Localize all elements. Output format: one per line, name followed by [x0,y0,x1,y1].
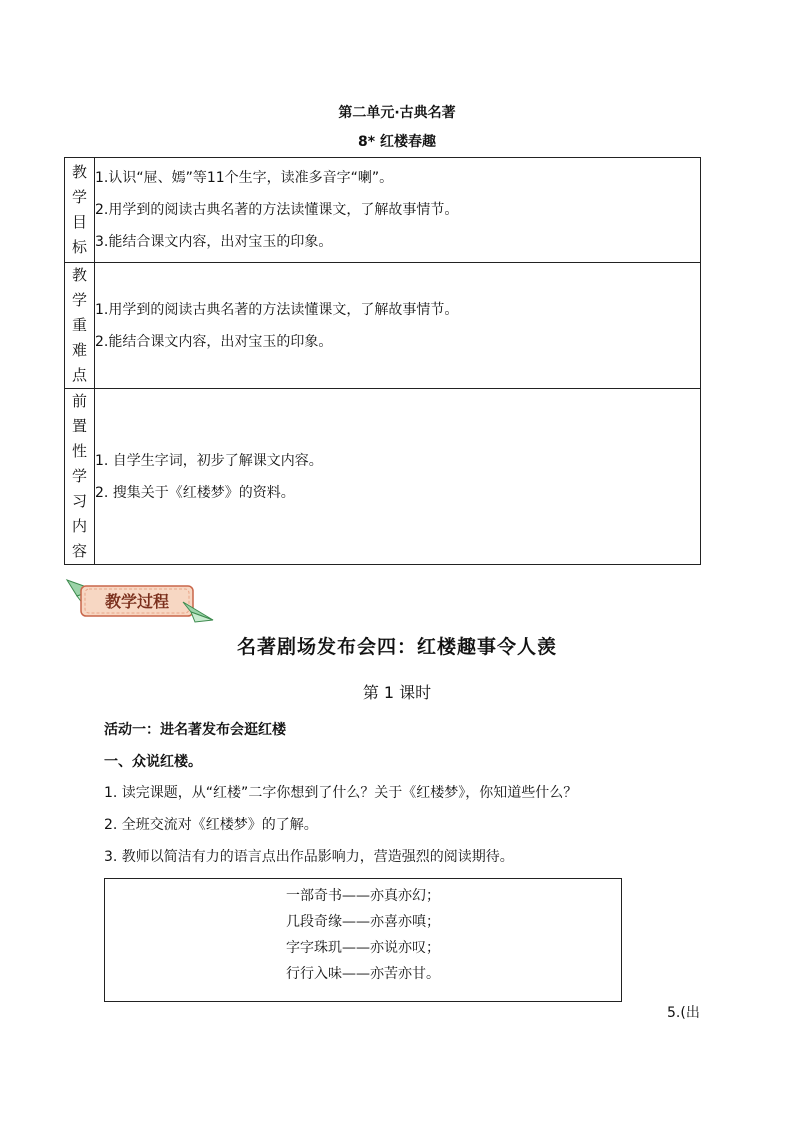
label-char: 教 [71,266,87,284]
paper-plane-icon [65,576,215,624]
label-char: 重 [71,316,87,334]
label-char: 学 [71,188,87,206]
step-item: 2. 全班交流对《红楼梦》的了解。 [104,817,318,833]
row-content-preparation [95,389,701,565]
list-item: 3.能结合课文内容，出对宝玉的印象。 [95,234,333,250]
list-item: 1. 自学生字词，初步了解课文内容。 [95,452,323,469]
table-row-key-points [65,263,701,389]
label-char: 学 [71,291,87,309]
step-item: 1. 读完课题，从“红楼”二字你想到了什么？关于《红楼梦》，你知道些什么？ [104,785,578,801]
label-char: 标 [71,238,87,256]
quote-line: 行行入味——亦苦亦甘。 [286,966,440,982]
lesson-plan-table [64,157,701,565]
row-content-objectives [95,158,701,263]
row-label-preparation [65,389,95,565]
theatre-title: 名著剧场发布会四：红楼趣事令人羡 [236,636,557,658]
label-char: 置 [71,417,87,435]
teaching-process-banner [65,576,215,624]
period-label: 第 1 课时 [362,683,432,702]
row-content-key-points [95,263,701,389]
list-item: 1.用学到的阅读古典名著的方法读懂课文，了解故事情节。 [95,301,459,318]
row-label-objectives [65,158,95,263]
label-char: 前 [71,392,87,410]
label-char: 容 [71,542,87,560]
label-char: 难 [71,341,87,359]
label-char: 性 [71,442,87,460]
banner-label: 教学过程 [104,592,170,611]
quote-line: 一部奇书——亦真亦幻； [286,888,440,904]
unit-title: 第二单元·古典名著 [338,105,456,121]
row-label-key-points [65,263,95,389]
list-item: 2. 搜集关于《红楼梦》的资料。 [95,484,295,501]
label-char: 习 [71,492,87,510]
quote-line: 字字珠玑——亦说亦叹； [286,940,440,956]
list-item: 1.认识“屉、嫣”等11个生字，读准多音字“喇”。 [95,170,394,186]
label-char: 学 [71,467,87,485]
label-char: 点 [71,366,87,384]
step-item: 3. 教师以简洁有力的语言点出作品影响力，营造强烈的阅读期待。 [104,849,514,865]
activity-title: 活动一：进名著发布会逛红楼 [104,722,286,738]
label-char: 内 [71,517,87,535]
list-item: 2.用学到的阅读古典名著的方法读懂课文，了解故事情节。 [95,202,459,218]
table-row-preparation [65,389,701,565]
quote-line: 几段奇缘——亦喜亦嗔； [286,914,440,930]
truncated-step: 5.(出 [667,1005,700,1021]
quote-box [104,878,622,1002]
section-title: 一、众说红楼。 [104,754,202,770]
label-char: 教 [71,163,87,181]
table-row-objectives [65,158,701,263]
list-item: 2.能结合课文内容，出对宝玉的印象。 [95,333,333,350]
lesson-title: 8* 红楼春趣 [358,134,436,150]
label-char: 目 [71,213,87,231]
